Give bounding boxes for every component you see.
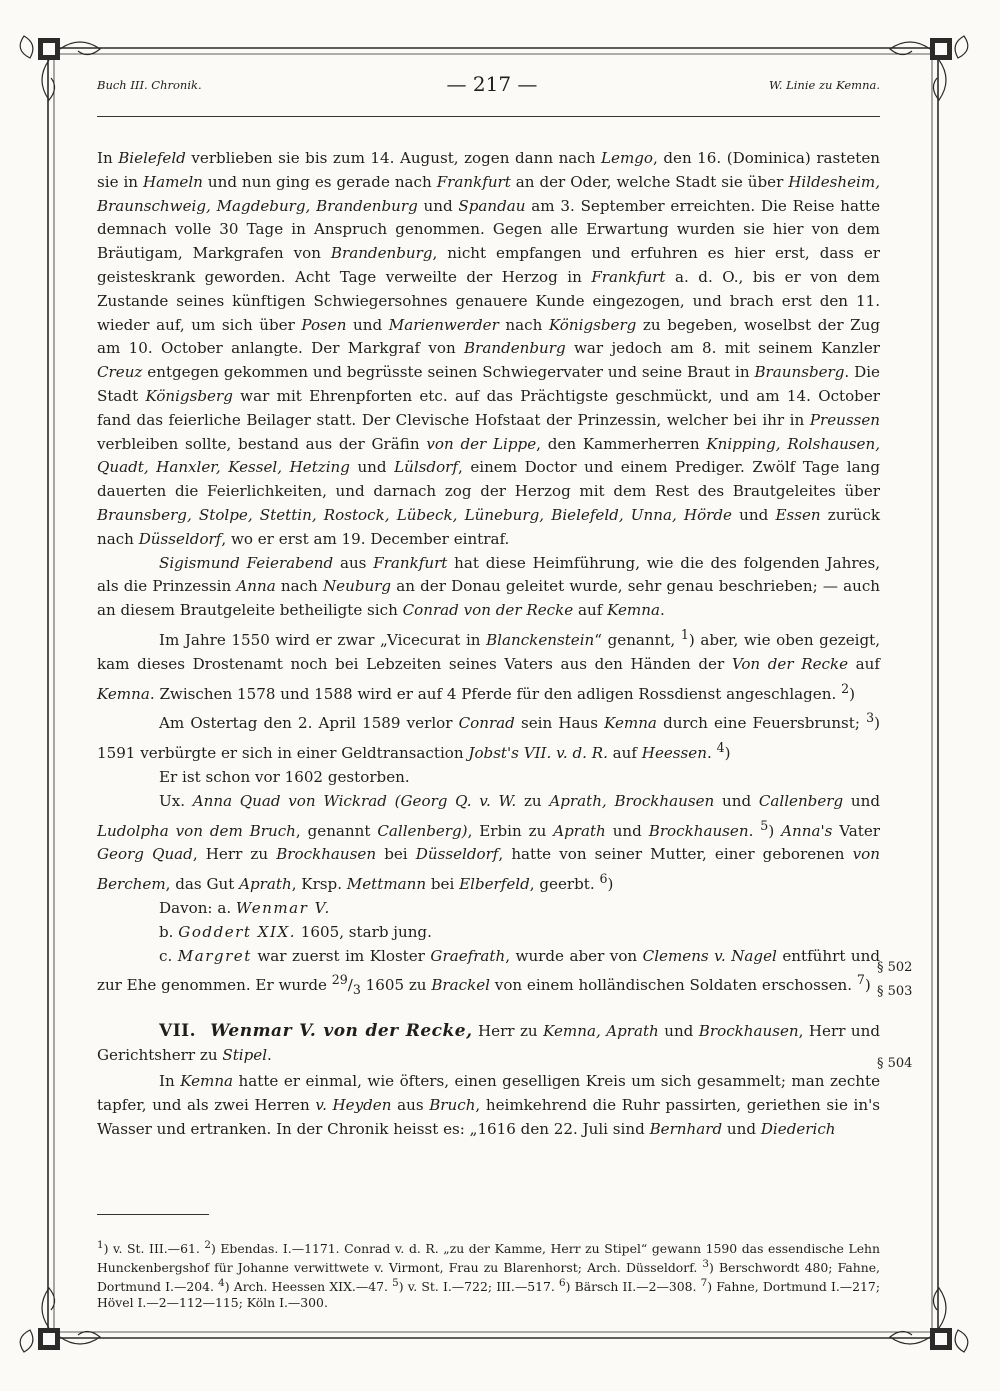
running-header: [97, 72, 880, 102]
footnote-text: $^1$) v. St. III.—61. $^2$) Ebendas. I.—1171. Conrad v. d. R. „zu der Kamme, Herr zu Stipel“ gewann 1590 das essendische Lehn Hunckenbergshof für Johanne verwittwete v. Virmont, Frau zu Blarenhorst; Arch. Düsseldorf. $^3$) Berschwordt 480; Fahne, Dortmund I.—204. $^4$) Arch. Heessen XIX.—47. $^5$) v. St. I.—722; III.—517. $^6$) Bärsch II.—2—308. $^7$) Fahne, Dortmund I.—217; Hövel I.—2—112—115; Köln I.—300.: [97, 1239, 881, 1310]
margin-section-504: § 504: [877, 1056, 913, 1071]
margin-section-503: § 503: [877, 984, 913, 999]
main-text: [97, 147, 880, 1141]
page-number: — 217 —: [446, 72, 538, 96]
paragraph: Ux. Anna Quad von Wickrad (Georg Q. v. W. zu Aprath, Brockhausen und Callenberg und Ludolpha von dem Bruch, genannt Callenberg), Erbin zu Aprath und Brockhausen. $^5$) Anna's Vater Georg Quad, Herr zu Brockhausen bei Düsseldorf, hatte von seiner Mutter, einer geborenen von Berchem, das Gut Aprath, Krsp. Mettmann bei Elberfeld, geerbt. $^6$): [97, 791, 881, 894]
paragraph: In Kemna hatte er einmal, wie öfters, einen geselligen Kreis um sich gesammelt; man zechte tapfer, und als zwei Herren v. Heyden aus Bruch, heimkehrend die Ruhr passirten, geriethen sie in's Wasser und ertranken. In der Chronik heisst es: „1616 den 22. Juli sind Bernhard und Diederich: [97, 1071, 881, 1138]
paragraph: Sigismund Feierabend aus Frankfurt hat diese Heimführung, wie die des folgenden Jahres, als die Prinzessin Anna nach Neuburg an der Donau geleitet wurde, sehr genau beschrieben; — auch an diesem Brautgeleite betheiligte sich Conrad von der Recke auf Kemna.: [97, 553, 881, 620]
paragraph: Am Ostertag den 2. April 1589 verlor Conrad sein Haus Kemna durch eine Feuersbrunst; $^3$) 1591 verbürgte er sich in einer Geldtransaction Jobst's VII. v. d. R. auf Heessen. $^4$): [97, 710, 880, 763]
footnote-rule: [97, 1214, 209, 1215]
paragraph: Er ist schon vor 1602 gestorben.: [159, 768, 410, 787]
paragraph: In Bielefeld verblieben sie bis zum 14. August, zogen dann nach Lemgo, den 16. (Dominica) rasteten sie in Hameln und nun ging es gerade nach Frankfurt an der Oder, welche Stadt sie über Hildesheim, Braunschweig, Magdeburg, Brandenburg und Spandau am 3. September erreichten. Die Reise hatte demnach volle 30 Tage in Anspruch genommen. Gegen alle Erwartung wurden sie hier von dem Bräutigam, Markgrafen von Brandenburg, nicht empfangen und erfuhren es hier erst, dass er geisteskrank geworden. Acht Tage verweilte der Herzog in Frankfurt a. d. O., bis er von dem Zustande seines künftigen Schwiegersohnes genauere Kunde eingezogen, und brach erst den 11. wieder auf, um sich über Posen und Marienwerder nach Königsberg zu begeben, woselbst der Zug am 10. October anlangte. Der Markgraf von Brandenburg war jedoch am 8. mit seinem Kanzler Creuz entgegen gekommen und begrüsste seinen Schwiegervater und seine Braut in Braunsberg. Die Stadt Königsberg war mit Ehrenpforten etc. auf das Prächtigste geschmückt, und am 14. October fand das feierliche Beilager statt. Der Clevische Hofstaat der Prinzessin, welcher bei ihr in Preussen verbleiben sollte, bestand aus der Gräfin von der Lippe, den Kammerherren Knipping, Rolshausen, Quadt, Hanxler, Kessel, Hetzing und Lülsdorf, einem Doctor und einem Prediger. Zwölf Tage lang dauerten die Feierlichkeiten, und darnach zog der Herzog mit dem Rest des Brautgeleites über Braunsberg, Stolpe, Stettin, Rostock, Lübeck, Lüneburg, Bielefeld, Unna, Hörde und Essen zurück nach Düsseldorf, wo er erst am 19. December eintraf.: [97, 149, 881, 548]
paragraph: Im Jahre 1550 wird er zwar „Vicecurat in Blanckenstein“ genannt, $^1$) aber, wie oben gezeigt, kam dieses Drostenamt noch bei Lebzeiten seines Vaters aus den Händen der Von der Recke auf Kemna. Zwischen 1578 und 1588 wird er auf 4 Pferde für den adligen Rossdienst angeschlagen. $^2$): [97, 626, 880, 703]
margin-section-502: § 502: [877, 960, 913, 975]
header-right: W. Linie zu Kemna.: [768, 78, 880, 92]
header-rule: [97, 116, 880, 117]
footnotes: [97, 1238, 880, 1311]
section-heading-paragraph: VII. Wenmar V. von der Recke, Herr zu Kemna, Aprath und Brockhausen, Herr und Gerichtsherr zu Stipel.: [97, 1021, 880, 1065]
paragraph: b. Goddert XIX. 1605, starb jung.: [159, 922, 432, 941]
header-left: Buch III. Chronik.: [97, 78, 202, 92]
paragraph: c. Margret war zuerst im Kloster Graefrath, wurde aber von Clemens v. Nagel entführt und zur Ehe genommen. Er wurde $^{29}/_3$ 1605 zu Brackel von einem holländischen Soldaten erschossen. $^7$): [97, 946, 881, 998]
paragraph: Davon: a. Wenmar V.: [159, 899, 331, 918]
